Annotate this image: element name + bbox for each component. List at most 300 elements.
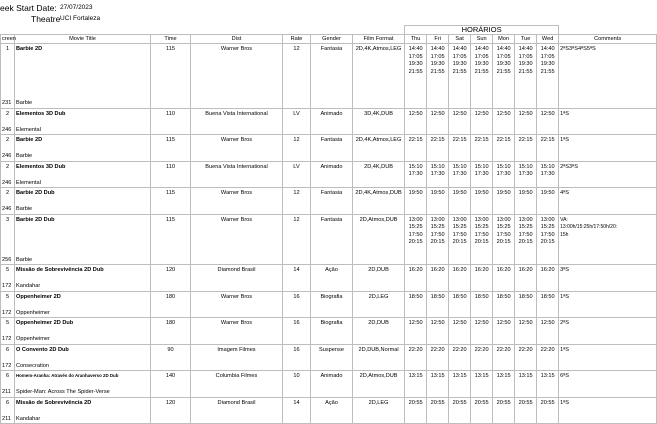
- time-cell: 115: [151, 44, 191, 101]
- screen-code-cell: 172: [1, 283, 15, 291]
- rate-cell: LV: [283, 161, 311, 180]
- empty-cell: [353, 336, 405, 344]
- empty-cell: [515, 336, 537, 344]
- empty-cell: [559, 180, 657, 188]
- screen-code-cell: 211: [1, 416, 15, 424]
- empty-cell: [493, 336, 515, 344]
- empty-cell: [471, 310, 493, 318]
- empty-cell: [515, 100, 537, 108]
- showtime-cell: 13:00 15:25 17:50 20:15: [515, 214, 537, 257]
- showtime-cell: 20:55: [449, 397, 471, 416]
- column-header-row: [1, 35, 657, 44]
- col-dist: Dist: [191, 35, 283, 44]
- empty-cell: [151, 127, 191, 135]
- showtime-cell: 22:15: [493, 135, 515, 154]
- empty-cell: [493, 100, 515, 108]
- empty-cell: [353, 206, 405, 214]
- rate-cell: 14: [283, 265, 311, 284]
- showtime-cell: 15:10 17:30: [405, 161, 427, 180]
- col-day-tue: Tue: [515, 35, 537, 44]
- showtime-cell: 22:20: [493, 344, 515, 363]
- empty-cell: [493, 180, 515, 188]
- gender-cell: Fantasia: [311, 44, 353, 101]
- empty-cell: [471, 206, 493, 214]
- empty-cell: [493, 283, 515, 291]
- original-title-cell: Kandahar: [15, 416, 151, 424]
- time-cell: 120: [151, 265, 191, 284]
- empty-cell: [405, 416, 427, 424]
- screen-code-cell: 172: [1, 310, 15, 318]
- empty-cell: [559, 100, 657, 108]
- empty-cell: [449, 127, 471, 135]
- showtime-cell: 20:55: [471, 397, 493, 416]
- empty-cell: [151, 153, 191, 161]
- empty-cell: [427, 389, 449, 397]
- dist-cell: Warner Bros: [191, 188, 283, 207]
- empty-cell: [493, 389, 515, 397]
- showtime-cell: 19:50: [537, 188, 559, 207]
- film-format-cell: 2D,4K,DUB: [353, 161, 405, 180]
- empty-cell: [191, 100, 283, 108]
- showtime-cell: 12:50: [515, 318, 537, 337]
- movie-title-cell: Barbie 2D: [15, 135, 151, 154]
- screen-cell: 5: [1, 291, 15, 310]
- gender-cell: Biografia: [311, 291, 353, 310]
- showtime-cell: 13:00 15:25 17:50 20:15: [471, 214, 493, 257]
- empty-cell: [151, 389, 191, 397]
- showtime-cell: 12:50: [449, 108, 471, 127]
- showtime-cell: 22:20: [427, 344, 449, 363]
- rate-cell: 14: [283, 397, 311, 416]
- table-row-subtitle: [1, 336, 657, 344]
- comment-cell: VA: 13:00h/15:25h/17:50h/20: 15h: [559, 214, 657, 257]
- showtime-cell: 16:20: [405, 265, 427, 284]
- empty-cell: [405, 336, 427, 344]
- movie-title-cell: Oppenheimer 2D: [15, 291, 151, 310]
- comment-cell: 1ªS: [559, 108, 657, 127]
- empty-cell: [151, 257, 191, 265]
- showtime-cell: 16:20: [515, 265, 537, 284]
- gender-cell: Animado: [311, 161, 353, 180]
- table-row: [1, 161, 657, 180]
- empty-cell: [559, 257, 657, 265]
- empty-cell: [353, 257, 405, 265]
- table-row: [1, 371, 657, 390]
- comment-cell: 1ªS: [559, 397, 657, 416]
- empty-cell: [493, 206, 515, 214]
- showtime-cell: 20:55: [537, 397, 559, 416]
- empty-cell: [353, 310, 405, 318]
- showtime-cell: 18:50: [537, 291, 559, 310]
- table-row: [1, 344, 657, 363]
- showtime-cell: 18:50: [471, 291, 493, 310]
- showtime-cell: 14:40 17:05 19:30 21:55: [537, 44, 559, 101]
- empty-cell: [515, 180, 537, 188]
- dist-cell: Warner Bros: [191, 214, 283, 257]
- original-title-cell: Barbie: [15, 100, 151, 108]
- screen-code-cell: 211: [1, 389, 15, 397]
- empty-cell: [537, 180, 559, 188]
- empty-cell: [353, 363, 405, 371]
- table-row-subtitle: [1, 153, 657, 161]
- showtime-cell: 12:50: [427, 108, 449, 127]
- film-format-cell: 2D,DUB: [353, 318, 405, 337]
- showtime-cell: 22:20: [471, 344, 493, 363]
- empty-cell: [191, 310, 283, 318]
- empty-cell: [405, 100, 427, 108]
- empty-cell: [311, 416, 353, 424]
- empty-cell: [449, 336, 471, 344]
- empty-cell: [537, 153, 559, 161]
- col-time: Time: [151, 35, 191, 44]
- showtime-cell: 14:40 17:05 19:30 21:55: [449, 44, 471, 101]
- film-format-cell: 2D,Atmos,DUB: [353, 371, 405, 390]
- rate-cell: 10: [283, 371, 311, 390]
- table-row: [1, 135, 657, 154]
- empty-cell: [405, 127, 427, 135]
- rate-cell: 12: [283, 135, 311, 154]
- table-row-subtitle: [1, 127, 657, 135]
- time-cell: 90: [151, 344, 191, 363]
- empty-cell: [471, 127, 493, 135]
- empty-cell: [283, 153, 311, 161]
- showtime-cell: 15:10 17:30: [449, 161, 471, 180]
- empty-cell: [427, 206, 449, 214]
- empty-cell: [493, 310, 515, 318]
- gender-cell: Ação: [311, 265, 353, 284]
- comment-cell: 1ªS: [559, 291, 657, 310]
- empty-cell: [427, 257, 449, 265]
- empty-cell: [427, 336, 449, 344]
- dist-cell: Warner Bros: [191, 291, 283, 310]
- dist-cell: Warner Bros: [191, 135, 283, 154]
- time-cell: 180: [151, 291, 191, 310]
- gender-cell: Ação: [311, 397, 353, 416]
- empty-cell: [311, 180, 353, 188]
- empty-cell: [559, 283, 657, 291]
- movie-title-cell: Elementos 3D Dub: [15, 161, 151, 180]
- empty-cell: [537, 310, 559, 318]
- screen-code-cell: 246: [1, 127, 15, 135]
- empty-cell: [283, 100, 311, 108]
- film-format-cell: 3D,4K,DUB: [353, 108, 405, 127]
- showtime-cell: 12:50: [405, 318, 427, 337]
- col-day-fri: Fri: [427, 35, 449, 44]
- empty-cell: [515, 127, 537, 135]
- showtime-cell: 13:15: [537, 371, 559, 390]
- empty-cell: [537, 100, 559, 108]
- table-row-subtitle: [1, 416, 657, 424]
- empty-cell: [151, 336, 191, 344]
- empty-cell: [537, 416, 559, 424]
- empty-cell: [311, 257, 353, 265]
- original-title-cell: Elemental: [15, 127, 151, 135]
- film-format-cell: 2D,LEG: [353, 291, 405, 310]
- empty-cell: [537, 283, 559, 291]
- showtime-cell: 22:20: [405, 344, 427, 363]
- comment-cell: 3ªS: [559, 265, 657, 284]
- screen-code-cell: 246: [1, 153, 15, 161]
- empty-cell: [191, 127, 283, 135]
- time-cell: 140: [151, 371, 191, 390]
- showtime-cell: 15:10 17:30: [515, 161, 537, 180]
- empty-cell: [471, 363, 493, 371]
- empty-cell: [537, 127, 559, 135]
- showtime-cell: 14:40 17:05 19:30 21:55: [405, 44, 427, 101]
- original-title-cell: Consecration: [15, 363, 151, 371]
- empty-cell: [283, 127, 311, 135]
- showtime-cell: 22:20: [515, 344, 537, 363]
- table-row: [1, 188, 657, 207]
- empty-cell: [311, 389, 353, 397]
- showtime-cell: 12:50: [405, 108, 427, 127]
- empty-cell: [515, 153, 537, 161]
- showtime-cell: 16:20: [471, 265, 493, 284]
- col-rate: Rate: [283, 35, 311, 44]
- showtime-cell: 16:20: [493, 265, 515, 284]
- showtime-cell: 12:50: [427, 318, 449, 337]
- original-title-cell: Barbie: [15, 206, 151, 214]
- screen-cell: 2: [1, 135, 15, 154]
- empty-cell: [559, 389, 657, 397]
- showtime-cell: 12:50: [449, 318, 471, 337]
- time-cell: 120: [151, 397, 191, 416]
- empty-cell: [353, 153, 405, 161]
- comment-cell: 1ªS: [559, 135, 657, 154]
- empty-cell: [283, 363, 311, 371]
- showtime-cell: 13:15: [493, 371, 515, 390]
- empty-cell: [151, 363, 191, 371]
- empty-cell: [515, 389, 537, 397]
- showtime-cell: 20:55: [493, 397, 515, 416]
- empty-cell: [405, 257, 427, 265]
- empty-cell: [449, 310, 471, 318]
- showtime-cell: 22:20: [537, 344, 559, 363]
- empty-cell: [311, 336, 353, 344]
- empty-cell: [311, 283, 353, 291]
- empty-cell: [449, 416, 471, 424]
- empty-cell: [537, 206, 559, 214]
- table-row: [1, 291, 657, 310]
- gender-cell: Biografia: [311, 318, 353, 337]
- showtime-cell: 13:15: [471, 371, 493, 390]
- table-row-subtitle: [1, 363, 657, 371]
- movie-title-cell: Barbie 2D Dub: [15, 188, 151, 207]
- screen-code-cell: 246: [1, 206, 15, 214]
- empty-cell: [311, 310, 353, 318]
- empty-cell: [449, 206, 471, 214]
- empty-cell: [515, 206, 537, 214]
- empty-cell: [493, 127, 515, 135]
- empty-cell: [283, 336, 311, 344]
- schedule-table: [0, 25, 657, 424]
- col-comments: Comments: [559, 35, 657, 44]
- screen-code-cell: 256: [1, 257, 15, 265]
- table-row: [1, 318, 657, 337]
- empty-cell: [283, 310, 311, 318]
- showtime-cell: 12:50: [515, 108, 537, 127]
- empty-cell: [559, 206, 657, 214]
- empty-cell: [471, 389, 493, 397]
- rate-cell: 16: [283, 318, 311, 337]
- showtime-cell: 14:40 17:05 19:30 21:55: [471, 44, 493, 101]
- showtime-cell: 14:40 17:05 19:30 21:55: [427, 44, 449, 101]
- movie-title-cell: O Convento 2D Dub: [15, 344, 151, 363]
- showtime-cell: 16:20: [449, 265, 471, 284]
- empty-cell: [449, 363, 471, 371]
- empty-cell: [283, 283, 311, 291]
- time-cell: 110: [151, 161, 191, 180]
- col-screen: creen: [2, 36, 16, 42]
- empty-cell: [311, 363, 353, 371]
- time-cell: 110: [151, 108, 191, 127]
- showtime-cell: 13:00 15:25 17:50 20:15: [427, 214, 449, 257]
- empty-cell: [471, 283, 493, 291]
- film-format-cell: 2D,LEG: [353, 397, 405, 416]
- empty-cell: [559, 127, 657, 135]
- showtime-cell: 22:20: [449, 344, 471, 363]
- empty-cell: [559, 153, 657, 161]
- comment-cell: 2ªS3ªS: [559, 161, 657, 180]
- empty-cell: [151, 100, 191, 108]
- rate-cell: 16: [283, 344, 311, 363]
- film-format-cell: 2D,Atmos,DUB: [353, 214, 405, 257]
- showtime-cell: 22:15: [471, 135, 493, 154]
- table-row-subtitle: [1, 257, 657, 265]
- empty-cell: [405, 180, 427, 188]
- comment-cell: 2ªS3ªS4ªS5ªS: [559, 44, 657, 101]
- showtime-cell: 13:00 15:25 17:50 20:15: [493, 214, 515, 257]
- showtime-cell: 18:50: [449, 291, 471, 310]
- empty-cell: [427, 153, 449, 161]
- empty-cell: [493, 363, 515, 371]
- empty-cell: [471, 100, 493, 108]
- showtime-cell: 13:15: [449, 371, 471, 390]
- col-movie-title: Movie Title: [15, 35, 151, 44]
- col-day-sat: Sat: [449, 35, 471, 44]
- empty-cell: [191, 363, 283, 371]
- rate-cell: 12: [283, 44, 311, 101]
- empty-cell: [471, 416, 493, 424]
- showtime-cell: 15:10 17:30: [427, 161, 449, 180]
- showtime-cell: 22:15: [449, 135, 471, 154]
- original-title-cell: Spider-Man: Across The Spider-Verse: [15, 389, 151, 397]
- screen-cell: 6: [1, 344, 15, 363]
- empty-cell: [493, 416, 515, 424]
- screen-cell: 2: [1, 188, 15, 207]
- empty-cell: [537, 257, 559, 265]
- comment-cell: 1ªS: [559, 344, 657, 363]
- empty-cell: [515, 257, 537, 265]
- col-day-thu: Thu: [405, 35, 427, 44]
- schedule-rows: [1, 44, 657, 424]
- time-cell: 115: [151, 135, 191, 154]
- empty-cell: [449, 283, 471, 291]
- empty-cell: [353, 100, 405, 108]
- empty-cell: [471, 153, 493, 161]
- table-row-subtitle: [1, 206, 657, 214]
- dist-cell: Imagem Filmes: [191, 344, 283, 363]
- showtime-cell: 13:15: [427, 371, 449, 390]
- screen-cell: 3: [1, 214, 15, 257]
- empty-cell: [353, 127, 405, 135]
- empty-cell: [449, 257, 471, 265]
- empty-cell: [559, 310, 657, 318]
- empty-cell: [427, 100, 449, 108]
- dist-cell: Warner Bros: [191, 44, 283, 101]
- table-row: [1, 44, 657, 101]
- showtime-cell: 20:55: [515, 397, 537, 416]
- empty-cell: [353, 180, 405, 188]
- showtime-cell: 16:20: [427, 265, 449, 284]
- empty-cell: [191, 153, 283, 161]
- film-format-cell: 2D,DUB: [353, 265, 405, 284]
- showtime-cell: 13:15: [515, 371, 537, 390]
- showtime-cell: 19:50: [427, 188, 449, 207]
- horarios-header: HORÁRIOS: [405, 26, 559, 35]
- rate-cell: LV: [283, 108, 311, 127]
- movie-title-cell: Barbie 2D: [15, 44, 151, 101]
- screen-cell: 1: [1, 44, 15, 101]
- empty-cell: [191, 206, 283, 214]
- screen-cell: 6: [1, 397, 15, 416]
- showtime-cell: 22:15: [427, 135, 449, 154]
- showtime-cell: 19:50: [405, 188, 427, 207]
- empty-cell: [515, 283, 537, 291]
- screen-code-cell: 231: [1, 100, 15, 108]
- showtime-cell: 15:10 17:30: [493, 161, 515, 180]
- empty-cell: [353, 389, 405, 397]
- dist-cell: Warner Bros: [191, 318, 283, 337]
- table-row: [1, 397, 657, 416]
- screen-cell: 2: [1, 161, 15, 180]
- showtime-cell: 20:55: [405, 397, 427, 416]
- empty-cell: [311, 127, 353, 135]
- empty-cell: [311, 206, 353, 214]
- empty-cell: [311, 100, 353, 108]
- dist-cell: Buena Vista International: [191, 108, 283, 127]
- week-start-value: 27/07/2023: [60, 4, 93, 11]
- showtime-cell: 18:50: [405, 291, 427, 310]
- empty-cell: [151, 180, 191, 188]
- table-row-subtitle: [1, 389, 657, 397]
- showtime-cell: 19:50: [471, 188, 493, 207]
- empty-cell: [537, 389, 559, 397]
- col-day-wed: Wed: [537, 35, 559, 44]
- showtime-cell: 22:15: [537, 135, 559, 154]
- original-title-cell: Elemental: [15, 180, 151, 188]
- original-title-cell: Oppenheimer: [15, 336, 151, 344]
- screen-cell: 2: [1, 108, 15, 127]
- empty-cell: [427, 127, 449, 135]
- film-format-cell: 2D,4K,Atmos,LEG: [353, 135, 405, 154]
- comment-cell: 2ªS: [559, 318, 657, 337]
- screen-code-cell: 246: [1, 180, 15, 188]
- empty-cell: [151, 310, 191, 318]
- empty-cell: [471, 336, 493, 344]
- empty-cell: [559, 336, 657, 344]
- dist-cell: Diamond Brasil: [191, 265, 283, 284]
- film-format-cell: 2D,DUB,Normal: [353, 344, 405, 363]
- week-start-label: eek Start Date:: [0, 3, 57, 13]
- empty-cell: [151, 206, 191, 214]
- movie-title-cell: Oppenheimer 2D Dub: [15, 318, 151, 337]
- showtime-cell: 13:00 15:25 17:50 20:15: [405, 214, 427, 257]
- empty-cell: [427, 310, 449, 318]
- empty-cell: [449, 389, 471, 397]
- movie-title-cell: Missão de Sobrevivência 2D Dub: [15, 265, 151, 284]
- showtime-cell: 12:50: [493, 108, 515, 127]
